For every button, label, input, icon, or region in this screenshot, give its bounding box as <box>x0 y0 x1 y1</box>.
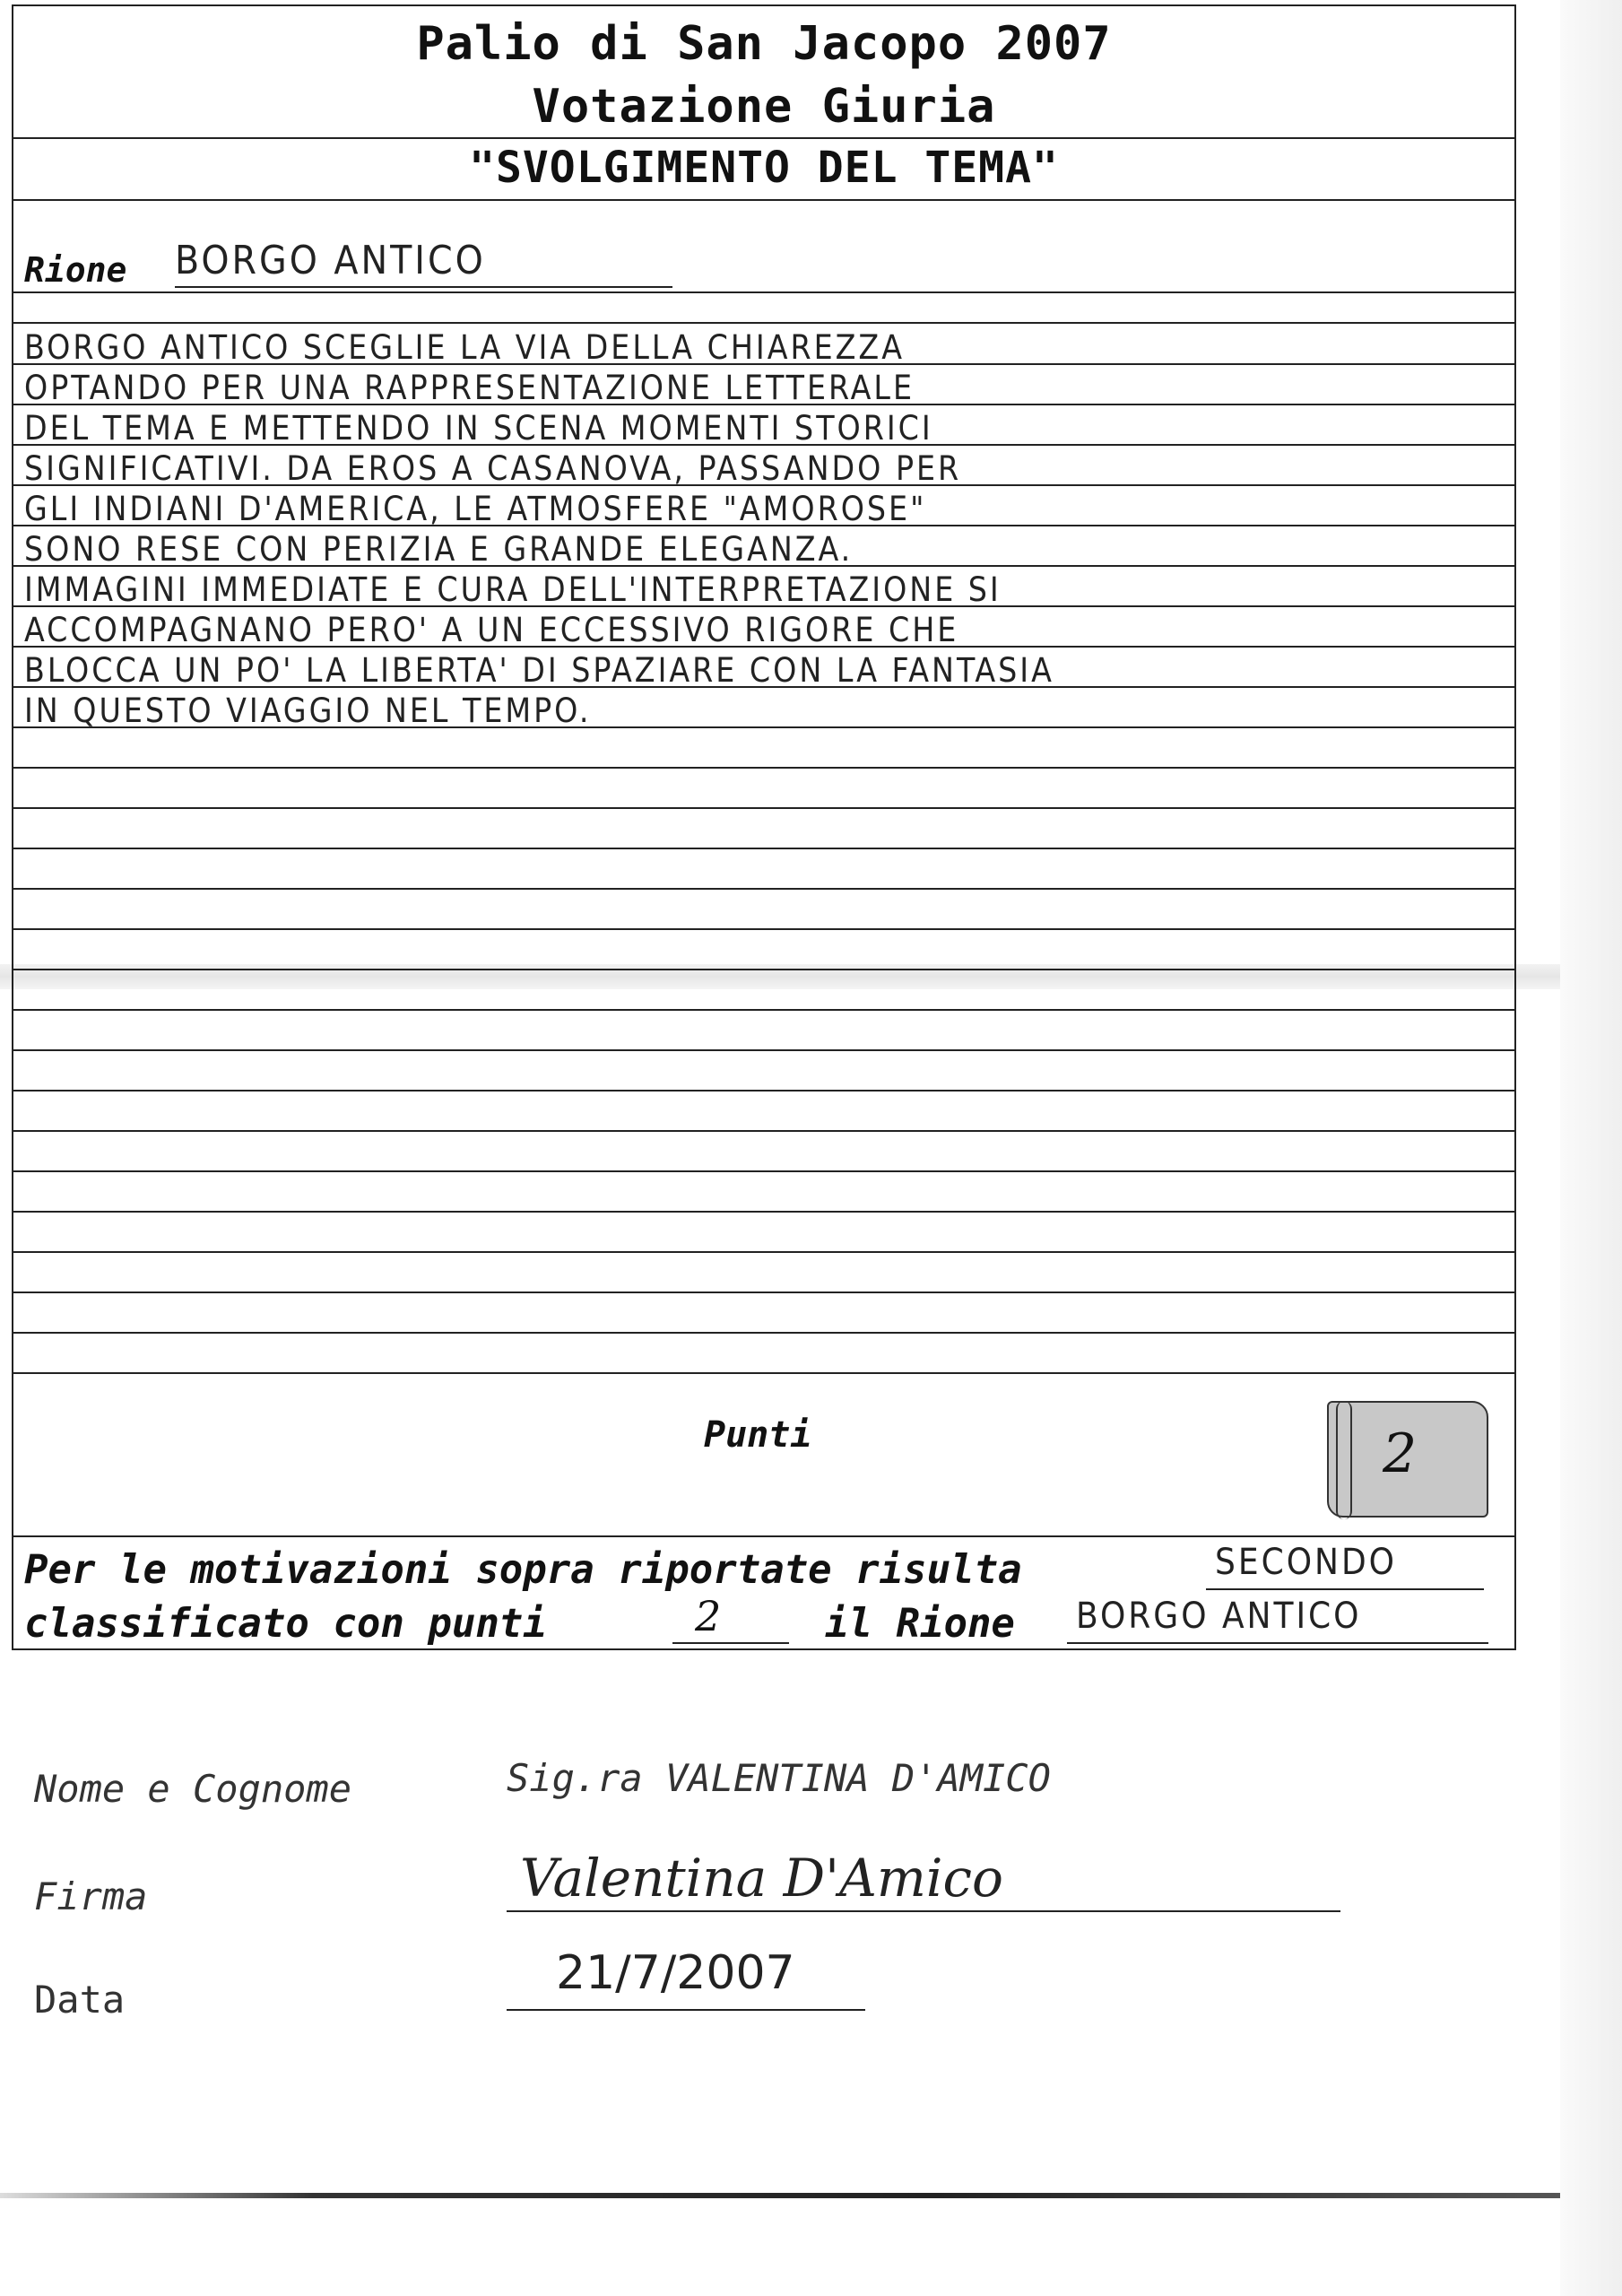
data-label: Data <box>34 1978 126 2022</box>
comment-line: IMMAGINI IMMEDIATE E CURA DELL'INTERPRETAZIONE SI <box>24 570 1002 609</box>
ruled-line <box>13 1170 1514 1172</box>
comment-line: DEL TEMA E METTENDO IN SCENA MOMENTI STORICI <box>24 409 933 448</box>
scan-bottom-edge <box>0 2193 1560 2198</box>
section-title: "SVOLGIMENTO DEL TEMA" <box>469 143 1059 193</box>
form-title: Palio di San Jacopo 2007 <box>416 17 1112 71</box>
result-line2-mid: il Rione <box>825 1601 1015 1647</box>
ruled-line <box>13 807 1514 809</box>
comment-line: BORGO ANTICO SCEGLIE LA VIA DELLA CHIAREZZA <box>24 328 905 367</box>
jury-vote-form <box>12 4 1516 1650</box>
score-value: 2 <box>1383 1422 1418 1485</box>
ruled-line <box>13 848 1514 849</box>
rione-value: BORGO ANTICO <box>175 238 486 283</box>
result-points: 2 <box>695 1592 722 1640</box>
date-value: 21/7/2007 <box>556 1946 795 2000</box>
ruled-line <box>13 322 1514 324</box>
form-subtitle: Votazione Giuria <box>532 80 996 134</box>
divider <box>13 291 1514 293</box>
result-line1-prefix: Per le motivazioni sopra riportate risulta <box>24 1547 1022 1593</box>
nome-value: Sig.ra VALENTINA D'AMICO <box>507 1756 1051 1800</box>
signature-underline <box>507 1910 1340 1912</box>
result-rione: BORGO ANTICO <box>1076 1596 1362 1637</box>
ruled-line <box>13 1130 1514 1132</box>
signature: Valentina D'Amico <box>520 1848 1003 1909</box>
comment-line: OPTANDO PER UNA RAPPRESENTAZIONE LETTERALE <box>24 369 915 407</box>
ruled-line <box>13 969 1514 970</box>
rione-underline <box>175 286 672 288</box>
rione-label: Rione <box>24 250 127 290</box>
comment-line: SONO RESE CON PERIZIA E GRANDE ELEGANZA. <box>24 530 854 569</box>
nome-label: Nome e Cognome <box>34 1767 352 1811</box>
ruled-line <box>13 928 1514 930</box>
result-position: SECONDO <box>1215 1542 1397 1583</box>
result-line2-prefix: classificato con punti <box>24 1601 547 1647</box>
ruled-line <box>13 767 1514 769</box>
comment-line: GLI INDIANI D'AMERICA, LE ATMOSFERE "AMOROSE" <box>24 490 927 528</box>
ruled-line <box>13 1292 1514 1293</box>
ruled-line <box>13 1372 1514 1374</box>
divider <box>13 137 1514 139</box>
comment-line: BLOCCA UN PO' LA LIBERTA' DI SPAZIARE CON LA FANTASIA <box>24 651 1054 690</box>
divider <box>13 1535 1514 1537</box>
ruled-line <box>13 1090 1514 1091</box>
comment-line: ACCOMPAGNANO PERO' A UN ECCESSIVO RIGORE CHE <box>24 611 959 649</box>
comment-line: IN QUESTO VIAGGIO NEL TEMPO. <box>24 691 592 730</box>
ruled-line <box>13 1251 1514 1253</box>
score-scroll-box <box>1327 1401 1488 1518</box>
result-points-underline <box>672 1642 789 1644</box>
firma-label: Firma <box>34 1874 148 1918</box>
ruled-line <box>13 1211 1514 1213</box>
date-underline <box>507 2009 865 2011</box>
punti-label: Punti <box>704 1414 812 1456</box>
ruled-line <box>13 888 1514 890</box>
result-rione-underline <box>1067 1642 1488 1644</box>
ruled-line <box>13 1332 1514 1334</box>
divider <box>13 199 1514 201</box>
result-position-underline <box>1206 1588 1484 1590</box>
ruled-line <box>13 1049 1514 1051</box>
scan-edge-shade <box>1560 0 1622 2296</box>
comment-line: SIGNIFICATIVI. DA EROS A CASANOVA, PASSANDO PER <box>24 449 962 488</box>
ruled-line <box>13 1009 1514 1011</box>
